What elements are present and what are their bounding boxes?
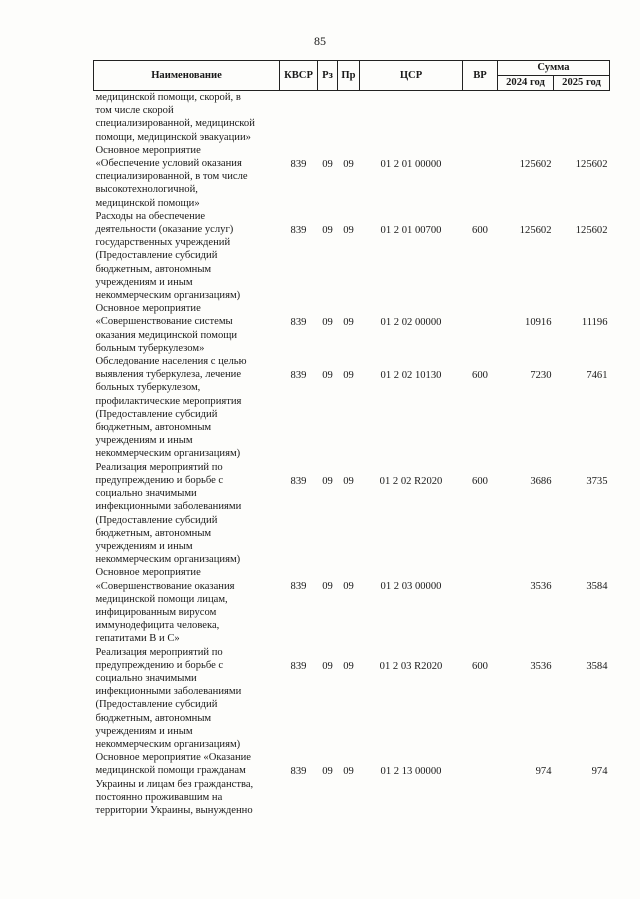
row-name-line: медицинской помощи лицам, bbox=[95, 593, 228, 605]
row-name-line: Основное мероприятие «Оказание bbox=[95, 752, 251, 764]
kvsr-cell: 839 bbox=[290, 158, 307, 170]
pr-cell: 09 bbox=[343, 581, 354, 593]
table-row bbox=[94, 566, 610, 645]
rz-cell: 09 bbox=[322, 660, 333, 672]
amount-2025-cell: 125602 bbox=[575, 224, 608, 236]
row-name-line: оказания медицинской помощи bbox=[95, 329, 238, 341]
vr-cell: 600 bbox=[472, 475, 488, 487]
row-name-line: некоммерческим организациям) bbox=[95, 554, 241, 566]
row-name-line: деятельности (оказание услуг) bbox=[95, 224, 234, 236]
table-header bbox=[94, 61, 610, 91]
row-name-line: учреждениям и иным bbox=[95, 725, 193, 737]
pr-cell: 09 bbox=[343, 475, 354, 487]
header-pr: Пр bbox=[338, 61, 360, 91]
row-name-line: бюджетным, автономным bbox=[95, 422, 212, 434]
amount-2025-cell: 125602 bbox=[575, 158, 608, 170]
row-name-line: «Обеспечение условий оказания bbox=[95, 158, 242, 170]
vr-cell bbox=[463, 566, 498, 645]
rz-cell: 09 bbox=[322, 224, 333, 236]
csr-cell: 01 2 13 00000 bbox=[380, 766, 442, 778]
vr-cell: 600 bbox=[472, 660, 488, 672]
page-number: 85 bbox=[314, 34, 326, 48]
header-csr: ЦСР bbox=[360, 61, 463, 91]
rz-cell: 09 bbox=[322, 370, 333, 382]
row-name-line: учреждениям и иным bbox=[95, 540, 193, 552]
row-name-line: Реализация мероприятий по bbox=[95, 461, 223, 473]
lead-continuation-text bbox=[94, 91, 280, 144]
amount-2024-cell: 3686 bbox=[530, 475, 552, 487]
row-name-line: специализированной, в том числе bbox=[95, 171, 248, 183]
table-row bbox=[94, 646, 610, 752]
row-name-cell bbox=[94, 144, 280, 210]
header-kvsr: КВСР bbox=[280, 61, 318, 91]
row-name-line: больных туберкулезом, bbox=[95, 382, 201, 394]
header-year-2024: 2024 год bbox=[498, 76, 554, 91]
kvsr-cell: 839 bbox=[290, 766, 307, 778]
row-name-line: предупреждению и борьбе с bbox=[95, 474, 224, 486]
kvsr-cell: 839 bbox=[290, 660, 307, 672]
amount-2024-cell: 7230 bbox=[530, 370, 552, 382]
kvsr-cell: 839 bbox=[290, 224, 307, 236]
row-name-line: социально значимыми bbox=[95, 672, 197, 684]
amount-2024-cell: 974 bbox=[535, 766, 552, 778]
lead-line: специализированной, медицинской bbox=[95, 118, 255, 130]
lead-line: помощи, медицинской эвакуации» bbox=[95, 131, 251, 143]
row-name-line: (Предоставление субсидий bbox=[95, 408, 218, 420]
table-row bbox=[94, 461, 610, 567]
row-name-line: некоммерческим организациям) bbox=[95, 738, 241, 750]
table-row bbox=[94, 751, 610, 817]
row-name-cell bbox=[94, 355, 280, 461]
csr-cell: 01 2 02 00000 bbox=[380, 317, 442, 329]
amount-2025-cell: 974 bbox=[591, 766, 608, 778]
row-name-line: «Совершенствование системы bbox=[95, 316, 233, 328]
row-name-cell bbox=[94, 210, 280, 302]
csr-cell: 01 2 02 10130 bbox=[380, 370, 442, 382]
amount-2024-cell: 125602 bbox=[519, 224, 552, 236]
pr-cell: 09 bbox=[343, 766, 354, 778]
row-name-line: территории Украины, вынужденно bbox=[95, 804, 253, 816]
row-name-line: некоммерческим организациям) bbox=[95, 448, 241, 460]
kvsr-cell: 839 bbox=[290, 475, 307, 487]
row-name-line: Основное мероприятие bbox=[95, 303, 201, 315]
csr-cell: 01 2 01 00700 bbox=[380, 224, 442, 236]
pr-cell: 09 bbox=[343, 317, 354, 329]
row-name-line: Реализация мероприятий по bbox=[95, 646, 223, 658]
row-name-line: Основное мероприятие bbox=[95, 567, 201, 579]
row-name-line: выявления туберкулеза, лечение bbox=[95, 369, 242, 381]
kvsr-cell: 839 bbox=[290, 581, 307, 593]
kvsr-cell: 839 bbox=[290, 370, 307, 382]
row-name-line: «Совершенствование оказания bbox=[95, 580, 235, 592]
amount-2025-cell: 11196 bbox=[581, 317, 608, 329]
rz-cell: 09 bbox=[322, 158, 333, 170]
row-name-line: (Предоставление субсидий bbox=[95, 250, 218, 262]
amount-2025-cell: 3584 bbox=[586, 581, 608, 593]
row-name-line: бюджетным, автономным bbox=[95, 527, 212, 539]
csr-cell: 01 2 03 00000 bbox=[380, 581, 442, 593]
row-name-line: (Предоставление субсидий bbox=[95, 514, 218, 526]
vr-cell: 600 bbox=[472, 370, 488, 382]
lead-continuation-row bbox=[94, 91, 610, 144]
row-name-line: предупреждению и борьбе с bbox=[95, 659, 224, 671]
header-vr: ВР bbox=[463, 61, 498, 91]
lead-line: медицинской помощи, скорой, в bbox=[95, 92, 241, 103]
pr-cell: 09 bbox=[343, 660, 354, 672]
row-name-line: постоянно проживавшим на bbox=[95, 791, 223, 803]
row-name-cell bbox=[94, 566, 280, 645]
row-name-line: инфицированным вирусом bbox=[95, 606, 217, 618]
row-name-line: бюджетным, автономным bbox=[95, 263, 212, 275]
csr-cell: 01 2 01 00000 bbox=[380, 158, 442, 170]
row-name-line: медицинской помощи» bbox=[95, 197, 200, 209]
amount-2024-cell: 125602 bbox=[519, 158, 552, 170]
kvsr-cell: 839 bbox=[290, 317, 307, 329]
row-name-cell bbox=[94, 646, 280, 752]
table-body bbox=[94, 91, 610, 818]
row-name-line: иммунодефицита человека, bbox=[95, 620, 220, 632]
table-row bbox=[94, 210, 610, 302]
rz-cell: 09 bbox=[322, 766, 333, 778]
budget-table bbox=[93, 60, 610, 817]
amount-2025-cell: 7461 bbox=[586, 370, 608, 382]
amount-2024-cell: 3536 bbox=[530, 660, 552, 672]
table-row bbox=[94, 302, 610, 355]
header-sum: Сумма bbox=[498, 61, 610, 76]
table-row bbox=[94, 355, 610, 461]
vr-cell bbox=[463, 751, 498, 817]
vr-cell bbox=[463, 302, 498, 355]
amount-2024-cell: 3536 bbox=[530, 581, 552, 593]
row-name-line: учреждениям и иным bbox=[95, 276, 193, 288]
pr-cell: 09 bbox=[343, 224, 354, 236]
row-name-line: бюджетным, автономным bbox=[95, 712, 212, 724]
table-row bbox=[94, 144, 610, 210]
row-name-line: Расходы на обеспечение bbox=[95, 210, 206, 222]
row-name-line: профилактические мероприятия bbox=[95, 395, 242, 407]
rz-cell: 09 bbox=[322, 475, 333, 487]
row-name-line: государственных учреждений bbox=[95, 237, 231, 249]
row-name-cell bbox=[94, 302, 280, 355]
row-name-line: инфекционными заболеваниями bbox=[95, 686, 242, 698]
pr-cell: 09 bbox=[343, 158, 354, 170]
amount-2024-cell: 10916 bbox=[525, 317, 552, 329]
row-name-line: социально значимыми bbox=[95, 488, 197, 500]
row-name-line: учреждениям и иным bbox=[95, 435, 193, 447]
lead-line: том числе скорой bbox=[95, 105, 174, 117]
row-name-line: больным туберкулезом» bbox=[95, 342, 205, 354]
row-name-line: Обследование населения с целью bbox=[95, 356, 247, 368]
row-name-cell bbox=[94, 461, 280, 567]
row-name-cell bbox=[94, 751, 280, 817]
vr-cell: 600 bbox=[472, 224, 488, 236]
row-name-line: некоммерческим организациям) bbox=[95, 290, 241, 302]
row-name-line: инфекционными заболеваниями bbox=[95, 501, 242, 513]
header-name: Наименование bbox=[94, 61, 280, 91]
row-name-line: медицинской помощи гражданам bbox=[95, 765, 246, 777]
budget-table-container bbox=[93, 60, 609, 817]
amount-2025-cell: 3735 bbox=[586, 475, 608, 487]
row-name-line: Основное мероприятие bbox=[95, 144, 201, 156]
csr-cell: 01 2 03 R2020 bbox=[379, 660, 443, 672]
row-name-line: (Предоставление субсидий bbox=[95, 699, 218, 711]
rz-cell: 09 bbox=[322, 581, 333, 593]
row-name-line: Украины и лицам без гражданства, bbox=[95, 778, 254, 790]
row-name-line: высокотехнологичной, bbox=[95, 184, 198, 196]
rz-cell: 09 bbox=[322, 317, 333, 329]
row-name-line: гепатитами В и С» bbox=[95, 633, 180, 645]
header-rz: Рз bbox=[318, 61, 338, 91]
pr-cell: 09 bbox=[343, 370, 354, 382]
vr-cell bbox=[463, 144, 498, 210]
header-year-2025: 2025 год bbox=[554, 76, 610, 91]
csr-cell: 01 2 02 R2020 bbox=[379, 475, 443, 487]
amount-2025-cell: 3584 bbox=[586, 660, 608, 672]
